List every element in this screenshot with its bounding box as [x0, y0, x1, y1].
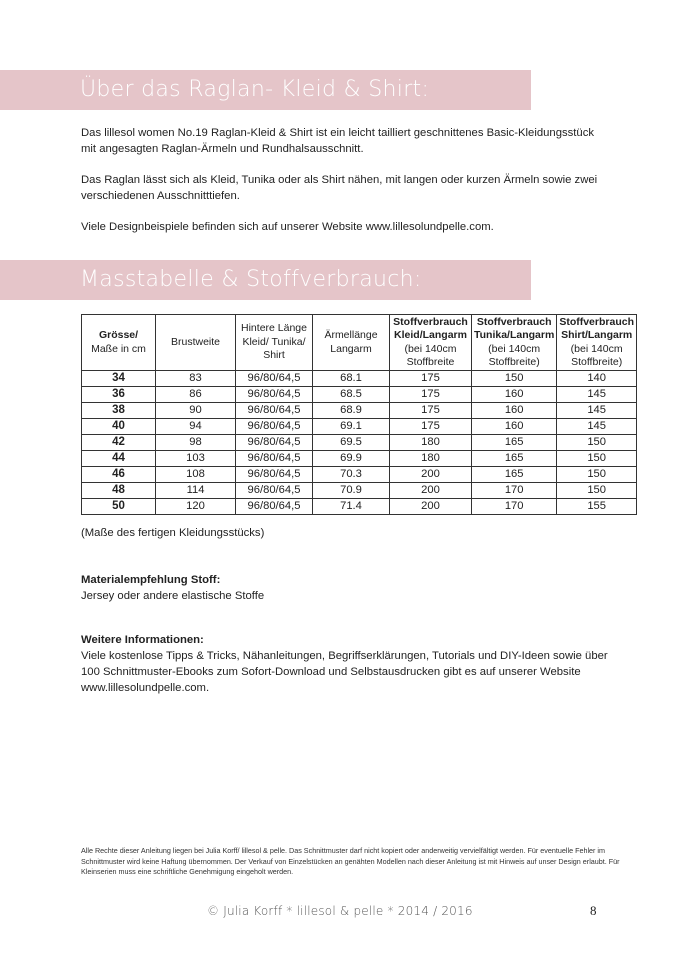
table-cell: 180 [390, 451, 472, 467]
size-cell: 50 [82, 499, 156, 515]
table-cell: 170 [472, 483, 557, 499]
table-cell: 96/80/64,5 [236, 483, 313, 499]
table-cell: 180 [390, 435, 472, 451]
table-cell: 68.9 [313, 403, 390, 419]
size-chart-table [81, 314, 637, 515]
table-cell: 83 [156, 371, 236, 387]
table-cell: 165 [472, 467, 557, 483]
table-cell: 140 [557, 371, 637, 387]
table-cell: 68.5 [313, 387, 390, 403]
table-cell: 90 [156, 403, 236, 419]
material-text: Jersey oder andere elastische Stoffe [81, 590, 265, 602]
info-section [81, 632, 611, 696]
table-row [82, 467, 637, 483]
table-cell: 68.1 [313, 371, 390, 387]
table-row [82, 499, 637, 515]
table-cell: 70.3 [313, 467, 390, 483]
table-cell: 165 [472, 435, 557, 451]
table-row [82, 483, 637, 499]
section-title-about: Über das Raglan- Kleid & Shirt: [80, 77, 430, 102]
table-cell: 96/80/64,5 [236, 467, 313, 483]
table-cell: 94 [156, 419, 236, 435]
table-cell: 108 [156, 467, 236, 483]
table-cell: 150 [557, 483, 637, 499]
table-cell: 170 [472, 499, 557, 515]
header-cell: Stoffverbrauch Tunika/Langarm (bei 140cm Stoffbreite) [472, 315, 557, 371]
section-banner-about [0, 70, 531, 110]
table-cell: 175 [390, 371, 472, 387]
table-cell: 86 [156, 387, 236, 403]
material-section [81, 572, 611, 604]
table-cell: 145 [557, 387, 637, 403]
size-cell: 34 [82, 371, 156, 387]
table-cell: 71.4 [313, 499, 390, 515]
table-cell: 150 [472, 371, 557, 387]
table-cell: 150 [557, 467, 637, 483]
footer-copyright: © Julia Korff * lillesol & pelle * 2014 / 2016 [207, 904, 473, 918]
size-cell: 48 [82, 483, 156, 499]
table-cell: 96/80/64,5 [236, 387, 313, 403]
table-header-row [82, 315, 637, 371]
table-cell: 150 [557, 451, 637, 467]
size-cell: 44 [82, 451, 156, 467]
about-paragraph-1: Das lillesol women No.19 Raglan-Kleid & Shirt ist ein leicht tailliert geschnittenes Basic-Kleidungsstück mit angesagten Raglan-Ärmeln und Rundhalsausschnitt. [81, 127, 594, 155]
header-cell: Stoffverbrauch Shirt/Langarm (bei 140cm Stoffbreite) [557, 315, 637, 371]
table-cell: 175 [390, 403, 472, 419]
table-cell: 98 [156, 435, 236, 451]
table-cell: 155 [557, 499, 637, 515]
table-note: (Maße des fertigen Kleidungsstücks) [81, 527, 265, 539]
about-paragraph-3: Viele Designbeispiele befinden sich auf unserer Website www.lillesolundpelle.com. [81, 221, 494, 233]
table-cell: 200 [390, 467, 472, 483]
table-cell: 165 [472, 451, 557, 467]
table-cell: 145 [557, 403, 637, 419]
table-cell: 145 [557, 419, 637, 435]
table-row [82, 435, 637, 451]
header-cell: Stoffverbrauch Kleid/Langarm (bei 140cm Stoffbreite [390, 315, 472, 371]
table-cell: 200 [390, 483, 472, 499]
table-cell: 103 [156, 451, 236, 467]
size-cell: 46 [82, 467, 156, 483]
table-cell: 69.9 [313, 451, 390, 467]
table-cell: 160 [472, 403, 557, 419]
table-cell: 96/80/64,5 [236, 403, 313, 419]
table-cell: 96/80/64,5 [236, 451, 313, 467]
legal-notice: Alle Rechte dieser Anleitung liegen bei Julia Korff/ lillesol & pelle. Das Schnittmuster darf nicht kopiert oder anderweitig vervielfältigt werden. Für eventuelle Fehler im Schnittmuster wird keine Haftung übernommen. Der Verkauf von Einzelstücken an genähten Modellen nach dieser Anleitung ist mit Hinweis auf unser Design erlaubt. Für Kleinserien muss eine schriftliche Genehmigung eingeholt werden. [81, 846, 620, 876]
header-cell: Grösse/ Maße in cm [82, 315, 156, 371]
table-body [82, 371, 637, 515]
section-banner-size-chart [0, 260, 531, 300]
header-cell: Hintere Länge Kleid/ Tunika/ Shirt [236, 315, 313, 371]
size-cell: 40 [82, 419, 156, 435]
table-cell: 69.5 [313, 435, 390, 451]
table-cell: 160 [472, 387, 557, 403]
table-cell: 69.1 [313, 419, 390, 435]
page-number: 8 [590, 903, 597, 918]
material-heading: Materialempfehlung Stoff: [81, 574, 221, 586]
about-paragraph-2: Das Raglan lässt sich als Kleid, Tunika oder als Shirt nähen, mit langen oder kurzen Ärmeln sowie zwei verschiedenen Ausschnitttiefen. [81, 174, 598, 202]
table-row [82, 387, 637, 403]
section-title-size-chart: Masstabelle & Stoffverbrauch: [80, 267, 422, 292]
size-cell: 36 [82, 387, 156, 403]
table-row [82, 419, 637, 435]
table-cell: 150 [557, 435, 637, 451]
table-cell: 175 [390, 419, 472, 435]
table-cell: 96/80/64,5 [236, 419, 313, 435]
header-cell: Brustweite [156, 315, 236, 371]
table-cell: 96/80/64,5 [236, 435, 313, 451]
table-cell: 114 [156, 483, 236, 499]
table-row [82, 371, 637, 387]
table-cell: 160 [472, 419, 557, 435]
table-cell: 70.9 [313, 483, 390, 499]
info-text: Viele kostenlose Tipps & Tricks, Nähanleitungen, Begriffserklärungen, Tutorials und DIY-Ideen sowie über 100 Schnittmuster-Ebooks zum Sofort-Download und Selbstausdrucken gibt es auf unserer Website www.lillesolundpelle.com. [81, 650, 608, 694]
table-cell: 96/80/64,5 [236, 499, 313, 515]
size-cell: 42 [82, 435, 156, 451]
table-cell: 120 [156, 499, 236, 515]
size-cell: 38 [82, 403, 156, 419]
table-row [82, 451, 637, 467]
info-heading: Weitere Informationen: [81, 634, 204, 646]
table-row [82, 403, 637, 419]
table-cell: 175 [390, 387, 472, 403]
table-cell: 96/80/64,5 [236, 371, 313, 387]
header-cell: Ärmellänge Langarm [313, 315, 390, 371]
table-cell: 200 [390, 499, 472, 515]
